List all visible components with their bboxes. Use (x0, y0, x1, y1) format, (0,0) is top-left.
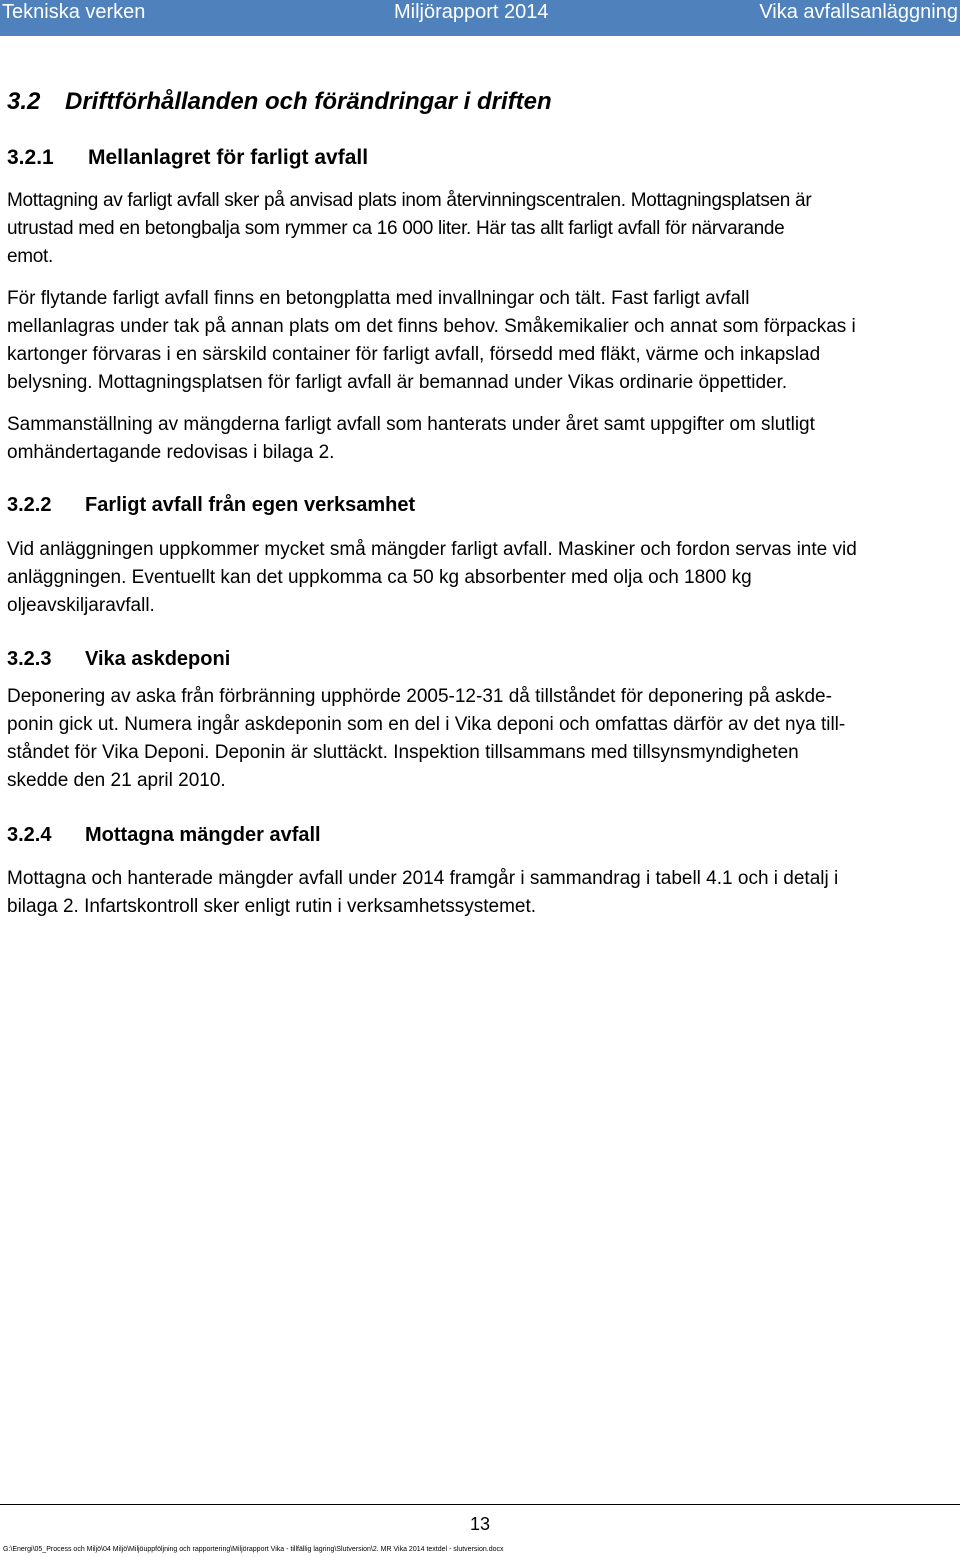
text-line: Mottagning av farligt avfall sker på anvisad plats inom återvinningscentralen. Mottagningsplatsen är (7, 190, 812, 211)
subsection-number: 3.2.1 (7, 146, 54, 169)
text-line: Deponering av aska från förbränning upphörde 2005-12-31 då tillståndet för deponering på askde- (7, 686, 832, 707)
text-line: kartonger förvaras i en särskild container för farligt avfall, försedd med fläkt, värme och inkapslad (7, 344, 821, 365)
text-line: ponin gick ut. Numera ingår askdeponin som en del i Vika deponi och omfattas därför av det nya till- (7, 714, 846, 735)
text-line: Sammanställning av mängderna farligt avfall som hanterats under året samt uppgifter om slutligt (7, 414, 815, 435)
footer-divider (0, 1504, 960, 1505)
paragraph (7, 536, 957, 620)
subsection-heading (7, 146, 368, 170)
footer-file-path: G:\Energi\05_Process och Miljö\04 Miljö\Miljöuppföljning och rapportering\Miljörapport Vika - tillfällig lagring\Slutversion\2. MR Vika 2014 textdel - slutversion.docx (3, 1546, 504, 1553)
header-company: Tekniska verken (2, 1, 146, 23)
subsection-heading (7, 824, 321, 847)
text-line: belysning. Mottagningsplatsen för farligt avfall är bemannad under Vikas ordinarie öppettider. (7, 372, 788, 393)
text-line: omhändertagande redovisas i bilaga 2. (7, 442, 335, 463)
text-line: Vid anläggningen uppkommer mycket små mängder farligt avfall. Maskiner och fordon servas inte vid (7, 539, 857, 560)
header-facility: Vika avfallsanläggning (759, 1, 958, 23)
subsection-number: 3.2.3 (7, 648, 52, 670)
page-header (0, 0, 960, 36)
subsection-title: Vika askdeponi (85, 648, 231, 670)
subsection-heading (7, 494, 415, 517)
text-line: anläggningen. Eventuellt kan det uppkomma ca 50 kg absorbenter med olja och 1800 kg (7, 567, 752, 588)
paragraph (7, 285, 957, 397)
subsection-title: Mottagna mängder avfall (85, 824, 321, 846)
paragraph (7, 683, 957, 795)
text-line: Mottagna och hanterade mängder avfall under 2014 framgår i sammandrag i tabell 4.1 och i detalj i (7, 868, 839, 889)
text-line: utrustad med en betongbalja som rymmer ca 16 000 liter. Här tas allt farligt avfall för närvarande (7, 218, 785, 239)
text-line: För flytande farligt avfall finns en betongplatta med invallningar och tält. Fast farligt avfall (7, 288, 750, 309)
text-line: skedde den 21 april 2010. (7, 770, 226, 791)
section-title: Driftförhållanden och förändringar i driften (65, 88, 552, 115)
subsection-number: 3.2.2 (7, 494, 52, 516)
subsection-title: Farligt avfall från egen verksamhet (85, 494, 416, 516)
header-report-title: Miljörapport 2014 (394, 1, 549, 23)
text-line: emot. (7, 246, 54, 267)
text-line: bilaga 2. Infartskontroll sker enligt rutin i verksamhetssystemet. (7, 896, 537, 917)
text-line: oljeavskiljaravfall. (7, 595, 155, 616)
paragraph (7, 187, 957, 271)
page-number: 13 (470, 1514, 491, 1534)
subsection-heading (7, 648, 230, 671)
paragraph (7, 411, 957, 467)
text-line: mellanlagras under tak på annan plats om det finns behov. Småkemikalier och annat som förpackas i (7, 316, 856, 337)
subsection-title: Mellanlagret för farligt avfall (88, 146, 369, 169)
section-heading (7, 88, 552, 116)
paragraph (7, 865, 957, 921)
text-line: ståndet för Vika Deponi. Deponin är sluttäckt. Inspektion tillsammans med tillsynsmyndigheten (7, 742, 799, 763)
subsection-number: 3.2.4 (7, 824, 52, 846)
section-number: 3.2 (7, 88, 41, 115)
